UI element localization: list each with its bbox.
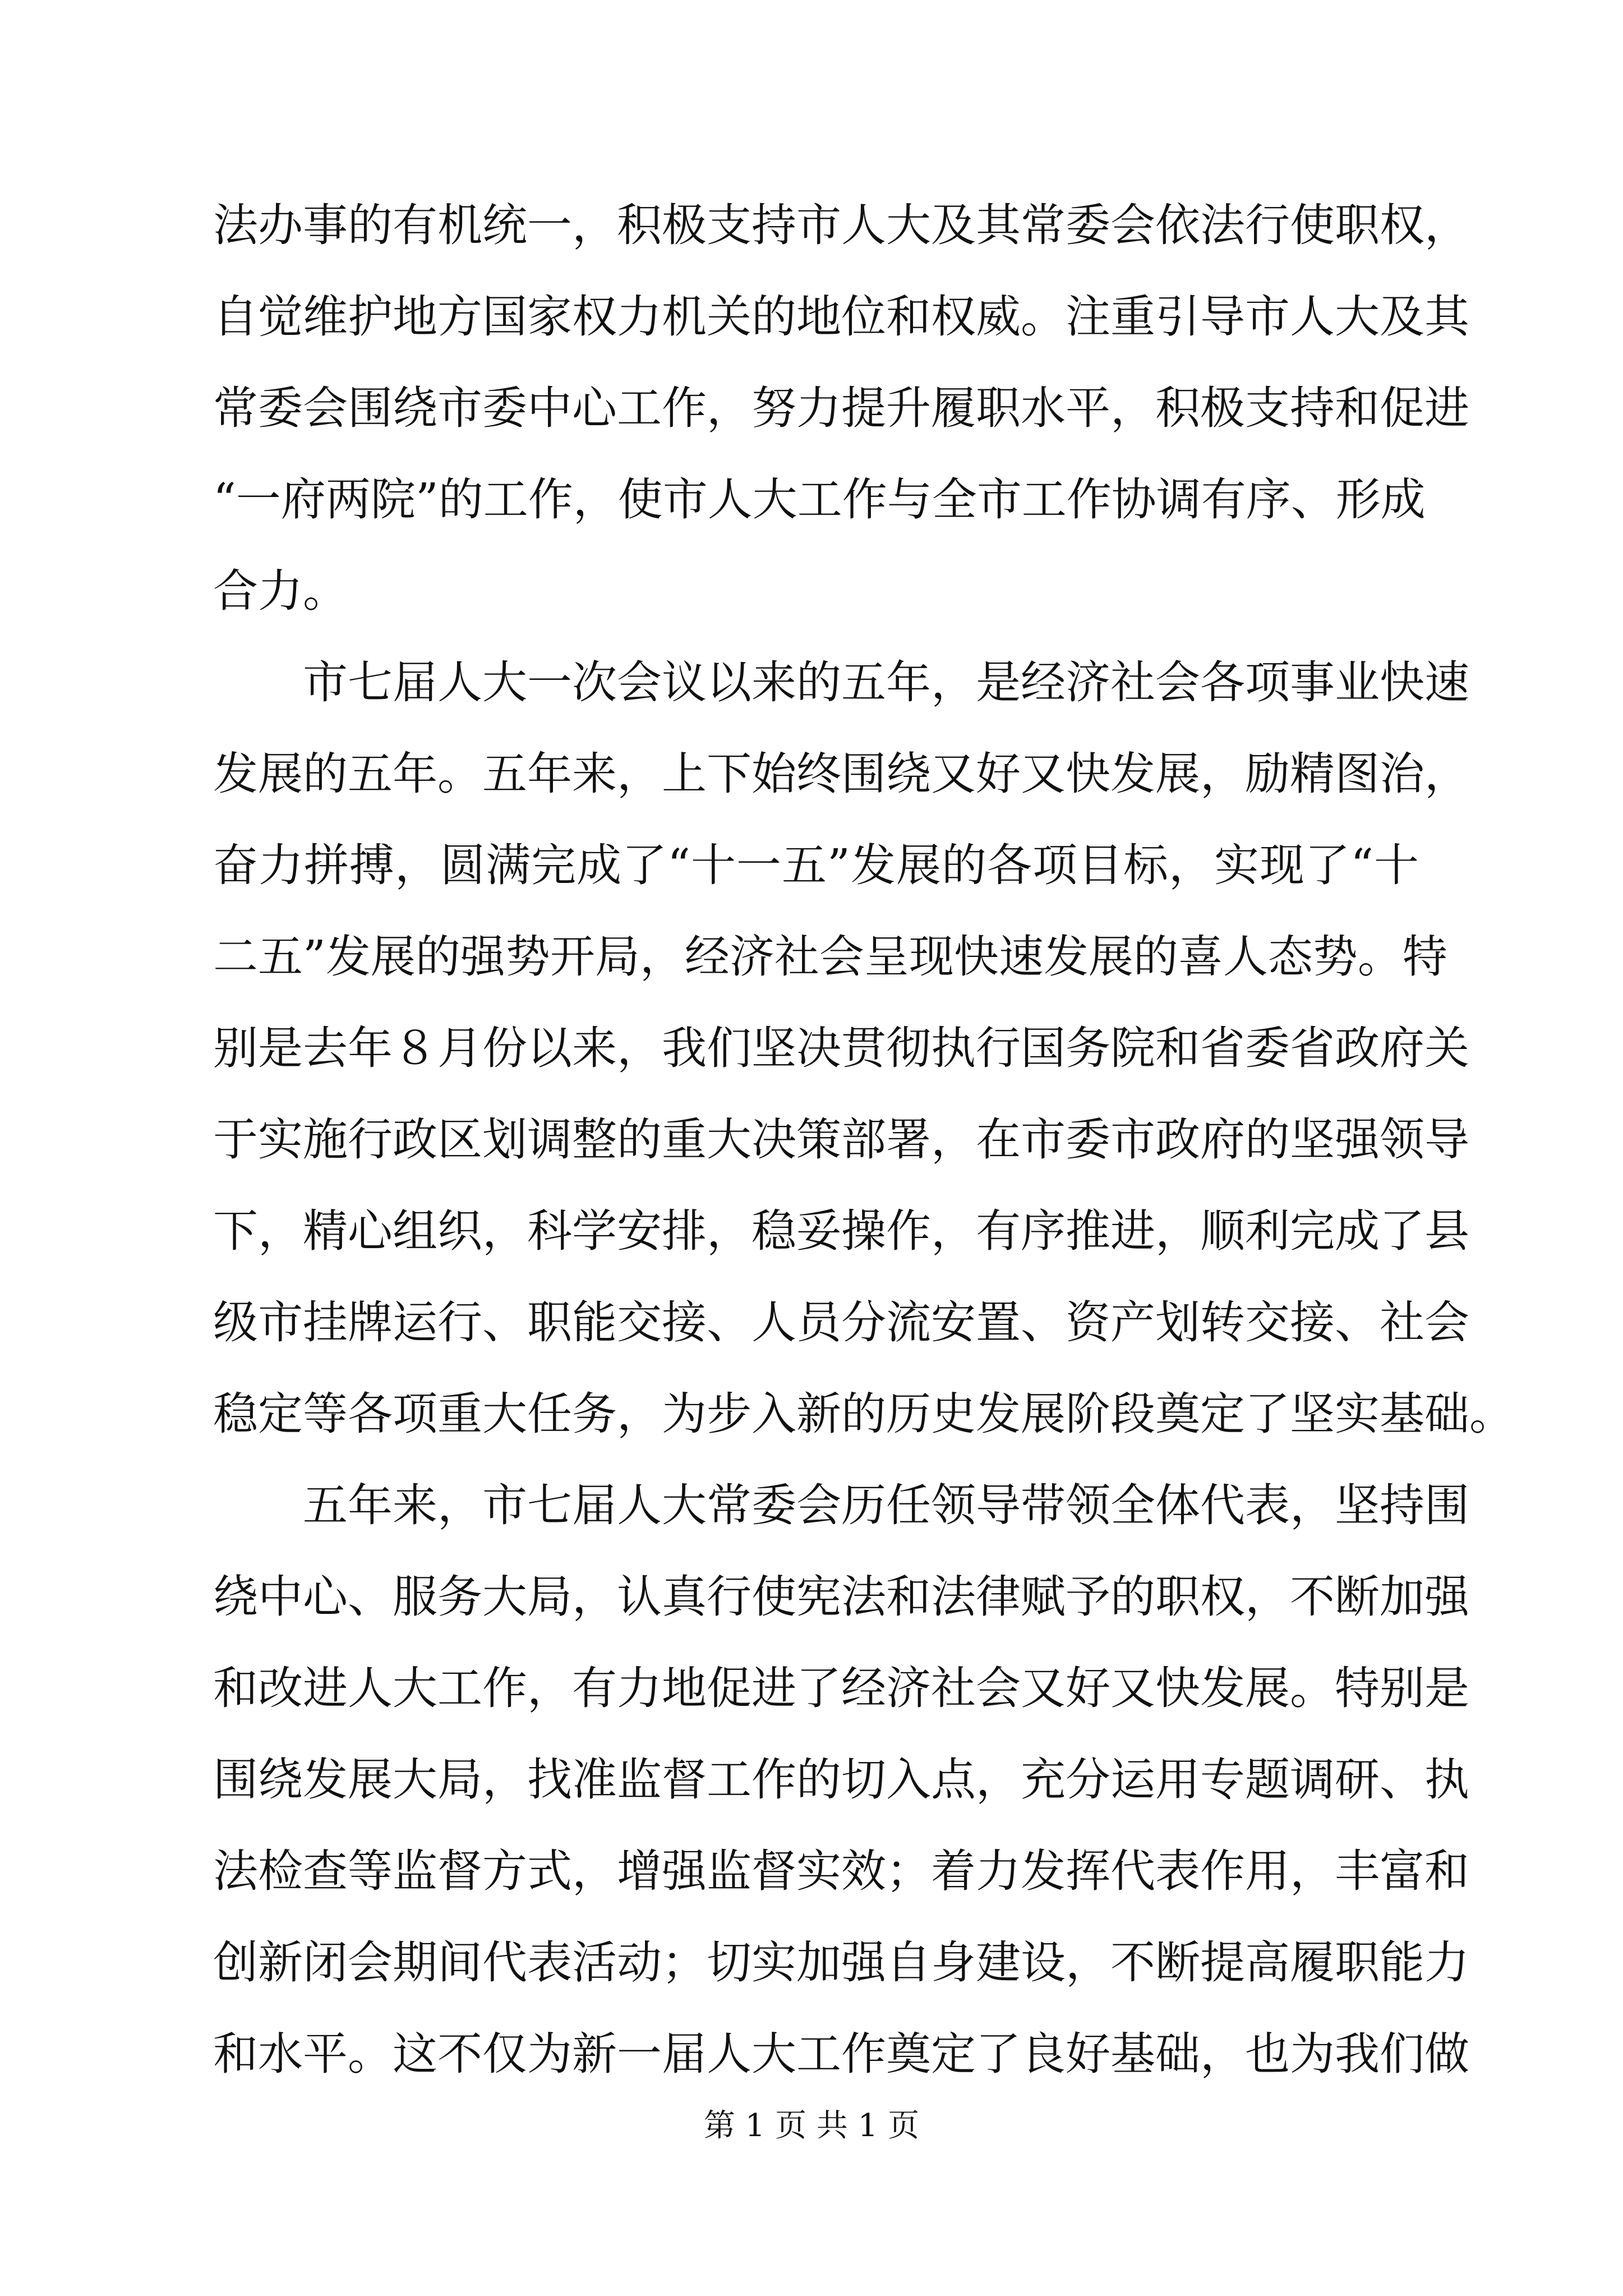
- text-line: 五年来，市七届人大常委会历任领导带领全体代表，坚持围: [213, 1479, 1469, 1531]
- text-line: 于实施行政区划调整的重大决策部署，在市委市政府的坚强领导: [213, 1114, 1469, 1166]
- text-line: 市七届人大一次会议以来的五年，是经济社会各项事业快速: [213, 656, 1469, 708]
- text-line: 二五”发展的强势开局，经济社会呈现快速发展的喜人态势。特: [213, 931, 1447, 983]
- text-line: 发展的五年。五年来，上下始终围绕又好又快发展，励精图治，: [213, 748, 1469, 800]
- text-line: 创新闭会期间代表活动；切实加强自身建设，不断提高履职能力: [213, 1936, 1469, 1989]
- text-line: 级市挂牌运行、职能交接、人员分流安置、资产划转交接、社会: [213, 1296, 1469, 1349]
- text-line: 下，精心组织，科学安排，稳妥操作，有序推进，顺利完成了县: [213, 1205, 1469, 1257]
- text-line: 围绕发展大局，找准监督工作的切入点，充分运用专题调研、执: [213, 1754, 1469, 1806]
- text-line: 法办事的有机统一，积极支持市人大及其常委会依法行使职权，: [213, 199, 1469, 251]
- page-footer: [0, 2104, 1623, 2148]
- text-line: 合力。: [213, 565, 348, 617]
- text-line: 别是去年８月份以来，我们坚决贯彻执行国务院和省委省政府关: [213, 1022, 1469, 1074]
- text-line: 稳定等各项重大任务，为步入新的历史发展阶段奠定了坚实基础。: [213, 1388, 1514, 1440]
- text-line: “一府两院”的工作，使市人大工作与全市工作协调有序、形成: [213, 473, 1426, 526]
- text-line: 和改进人大工作，有力地促进了经济社会又好又快发展。特别是: [213, 1662, 1469, 1714]
- page-number-label: 第 1 页 共 1 页: [703, 2108, 920, 2144]
- document-body-text: [213, 180, 1514, 2100]
- text-line: 奋力拼搏，圆满完成了“十一五”发展的各项目标，实现了“十: [213, 839, 1419, 891]
- text-line: 法检查等监督方式，增强监督实效；着力发挥代表作用，丰富和: [213, 1845, 1469, 1897]
- text-line: 绕中心、服务大局，认真行使宪法和法律赋予的职权，不断加强: [213, 1571, 1469, 1623]
- text-line: 自觉维护地方国家权力机关的地位和权威。注重引导市人大及其: [213, 291, 1469, 343]
- text-line: 常委会围绕市委中心工作，努力提升履职水平，积极支持和促进: [213, 382, 1469, 434]
- text-line: 和水平。这不仅为新一届人大工作奠定了良好基础，也为我们做: [213, 2028, 1469, 2080]
